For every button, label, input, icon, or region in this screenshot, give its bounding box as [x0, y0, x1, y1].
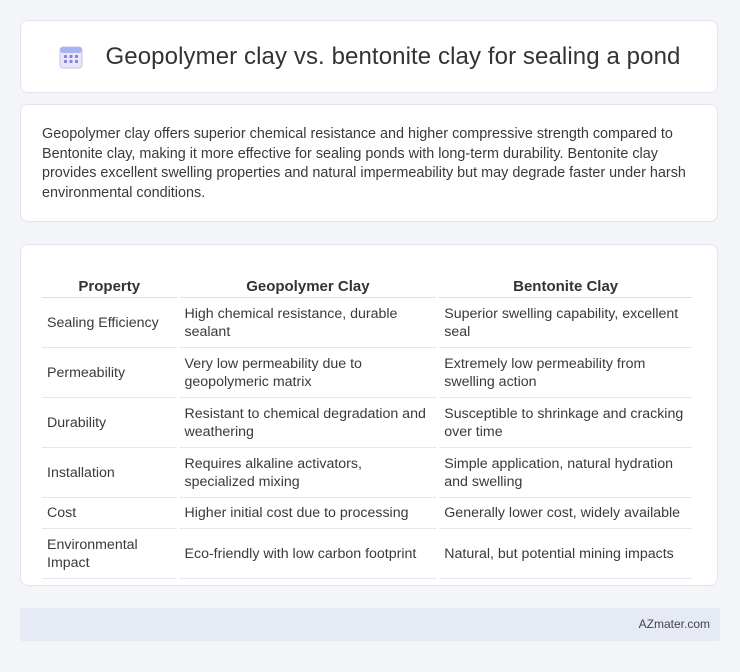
table-row — [42, 398, 692, 448]
footer-site-link[interactable]: AZmater.com — [638, 617, 710, 631]
summary-text: Geopolymer clay offers superior chemical resistance and higher compressive strength compared to Bentonite clay, making it more effective for sealing ponds with long-term durability. Bentonite clay provides excellent swelling properties and natural impermeability but may degrade faster under harsh environmental conditions. — [42, 126, 686, 201]
property-cell: Environmental Impact — [42, 529, 177, 579]
calendar-grid-icon — [58, 44, 84, 70]
property-cell: Permeability — [42, 348, 177, 398]
bentonite-cell: Simple application, natural hydration and swelling — [439, 448, 692, 498]
title-card — [20, 20, 718, 93]
property-cell: Installation — [42, 448, 177, 498]
property-cell: Durability — [42, 398, 177, 448]
property-cell: Cost — [42, 498, 177, 529]
geopolymer-cell: Higher initial cost due to processing — [180, 498, 437, 529]
geopolymer-cell: Eco-friendly with low carbon footprint — [180, 529, 437, 579]
summary-card — [20, 104, 718, 222]
bentonite-cell: Extremely low permeability from swelling action — [439, 348, 692, 398]
geopolymer-cell: Very low permeability due to geopolymeric matrix — [180, 348, 437, 398]
bentonite-cell: Generally lower cost, widely available — [439, 498, 692, 529]
geopolymer-cell: Requires alkaline activators, specialized mixing — [180, 448, 437, 498]
title-row — [58, 43, 681, 71]
bentonite-cell: Susceptible to shrinkage and cracking over time — [439, 398, 692, 448]
column-header-property: Property — [42, 263, 177, 298]
geopolymer-cell: High chemical resistance, durable sealant — [180, 298, 437, 348]
table-row — [42, 298, 692, 348]
table-row — [42, 498, 692, 529]
bentonite-cell: Natural, but potential mining impacts — [439, 529, 692, 579]
comparison-table — [39, 263, 695, 579]
footer-bar — [20, 608, 720, 641]
comparison-card — [20, 244, 718, 586]
table-row — [42, 348, 692, 398]
page-title: Geopolymer clay vs. bentonite clay for sealing a pond — [105, 42, 681, 70]
table-row — [42, 529, 692, 579]
table-row — [42, 448, 692, 498]
property-cell: Sealing Efficiency — [42, 298, 177, 348]
bentonite-cell: Superior swelling capability, excellent seal — [439, 298, 692, 348]
column-header-bentonite: Bentonite Clay — [439, 263, 692, 298]
column-header-geopolymer: Geopolymer Clay — [180, 263, 437, 298]
geopolymer-cell: Resistant to chemical degradation and weathering — [180, 398, 437, 448]
table-header-row — [42, 263, 692, 298]
